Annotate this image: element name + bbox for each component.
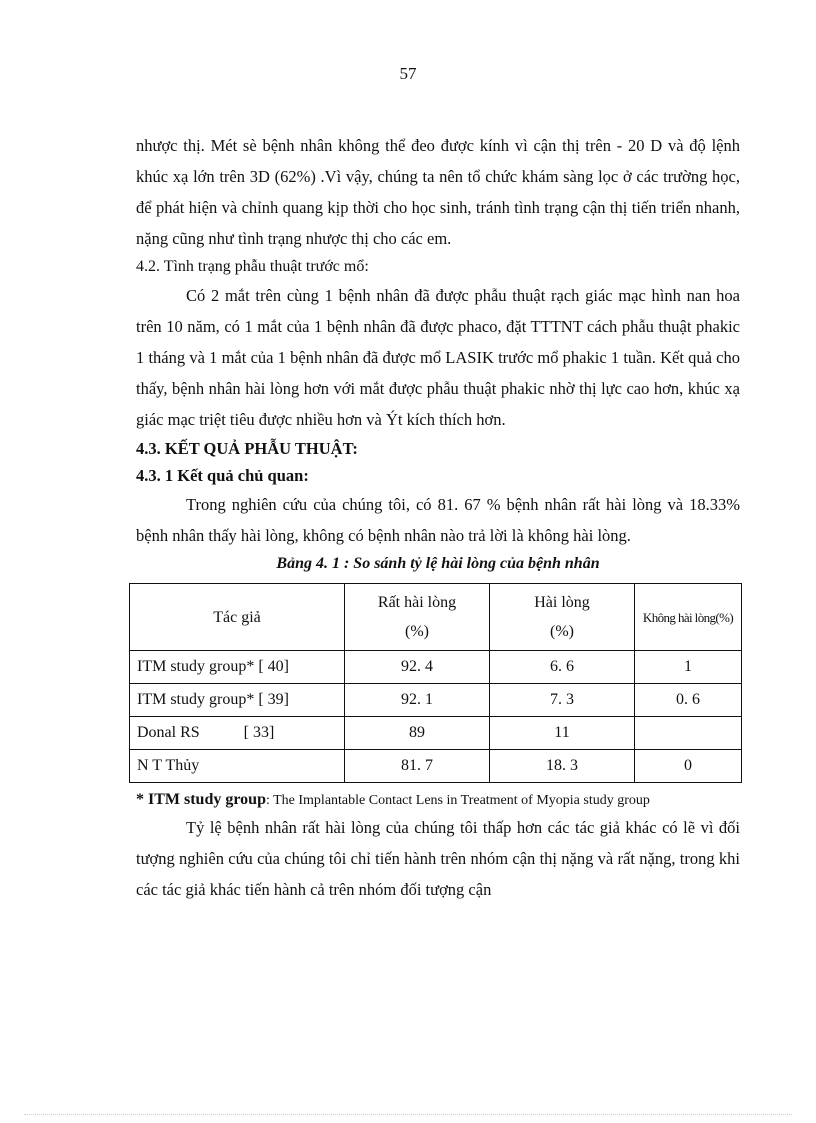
page-bottom-rule (24, 1114, 792, 1115)
cell-author-name: Donal RS (137, 724, 200, 741)
cell-author (130, 717, 345, 750)
table-footnote (136, 789, 740, 812)
satisfaction-table (129, 583, 742, 783)
cell-satisfied: 6. 6 (490, 651, 635, 684)
header-not-satisfied: Không hài lòng(%) (635, 584, 742, 651)
cell-satisfied: 7. 3 (490, 684, 635, 717)
header-author: Tác giả (130, 584, 345, 651)
cell-very-satisfied: 89 (345, 717, 490, 750)
cell-very-satisfied: 81. 7 (345, 750, 490, 783)
header-very-satisfied (345, 584, 490, 651)
footnote-label: * ITM study group (136, 791, 266, 808)
cell-not-satisfied (635, 717, 742, 750)
cell-very-satisfied: 92. 1 (345, 684, 490, 717)
closing-paragraph: Tỷ lệ bệnh nhân rất hài lòng của chúng tôi thấp hơn các tác giả khác có lẽ vì đối tượng nghiên cứu của chúng tôi chỉ tiến hành trên nhóm cận thị nặng và rất nặng, trong khi các tác giả khác tiến hành cả trên nhóm đối tượng cận (136, 818, 740, 899)
table-row (130, 684, 742, 717)
footnote-text: : The Implantable Contact Lens in Treatment of Myopia study group (265, 793, 650, 808)
cell-not-satisfied: 1 (635, 651, 742, 684)
cell-author: ITM study group* [ 40] (130, 651, 345, 684)
cell-satisfied: 11 (490, 717, 635, 750)
cell-author: N T Thủy (130, 750, 345, 783)
section-4-3-heading: 4.3. KẾT QUẢ PHẪU THUẬT: (136, 439, 358, 458)
cell-not-satisfied: 0. 6 (635, 684, 742, 717)
cell-author: ITM study group* [ 39] (130, 684, 345, 717)
header-satisfied (490, 584, 635, 651)
section-4-2-paragraph: Có 2 mắt trên cùng 1 bệnh nhân đã được phẫu thuật rạch giác mạc hình nan hoa trên 10 năm, có 1 mắt của 1 bệnh nhân đã được phaco, đặt TTTNT cách phẫu thuật phakic 1 tháng và 1 mắt của 1 bệnh nhân đã được mổ LASIK trước mổ phakic 1 tuần. Kết quả cho thấy, bệnh nhân hài lòng hơn với mắt được phẫu thuật phakic nhờ thị lực cao hơn, khúc xạ giác mạc triệt tiêu được nhiều hơn và Ýt kích thích hơn. (136, 286, 740, 429)
table-caption: Bảng 4. 1 : So sánh tỷ lệ hài lòng của bệnh nhân (276, 555, 600, 572)
cell-not-satisfied: 0 (635, 750, 742, 783)
cell-very-satisfied: 92. 4 (345, 651, 490, 684)
document-body (136, 130, 740, 905)
cell-author-ref: [ 33] (243, 724, 275, 741)
header-very-satisfied-unit: (%) (405, 623, 429, 640)
table-row (130, 717, 742, 750)
header-very-satisfied-label: Rất hài lòng (377, 594, 457, 611)
section-4-2-heading: 4.2. Tình trạng phẫu thuật trước mổ: (136, 258, 369, 275)
intro-paragraph: nhược thị. Mét sè bệnh nhân không thể đeo được kính vì cận thị trên - 20 D và độ lệnh khúc xạ lớn trên 3D (62%) .Vì vậy, chúng ta nên tổ chức khám sàng lọc ở các trường học, để phát hiện và chỉnh quang kịp thời cho học sinh, tránh tình trạng cận thị tiến triển nhanh, nặng cũng như tình trạng nhược thị cho các em. (136, 136, 740, 248)
header-satisfied-label: Hài lòng (534, 594, 590, 611)
table-row (130, 651, 742, 684)
cell-satisfied: 18. 3 (490, 750, 635, 783)
page-number: 57 (399, 64, 417, 83)
header-satisfied-unit: (%) (550, 623, 574, 640)
table-header-row (130, 584, 742, 651)
table-row (130, 750, 742, 783)
section-4-3-1-heading: 4.3. 1 Kết quả chủ quan: (136, 466, 309, 485)
section-4-3-paragraph: Trong nghiên cứu của chúng tôi, có 81. 67 % bệnh nhân rất hài lòng và 18.33% bệnh nhân thấy hài lòng, không có bệnh nhân nào trả lời là không hài lòng. (136, 495, 740, 545)
